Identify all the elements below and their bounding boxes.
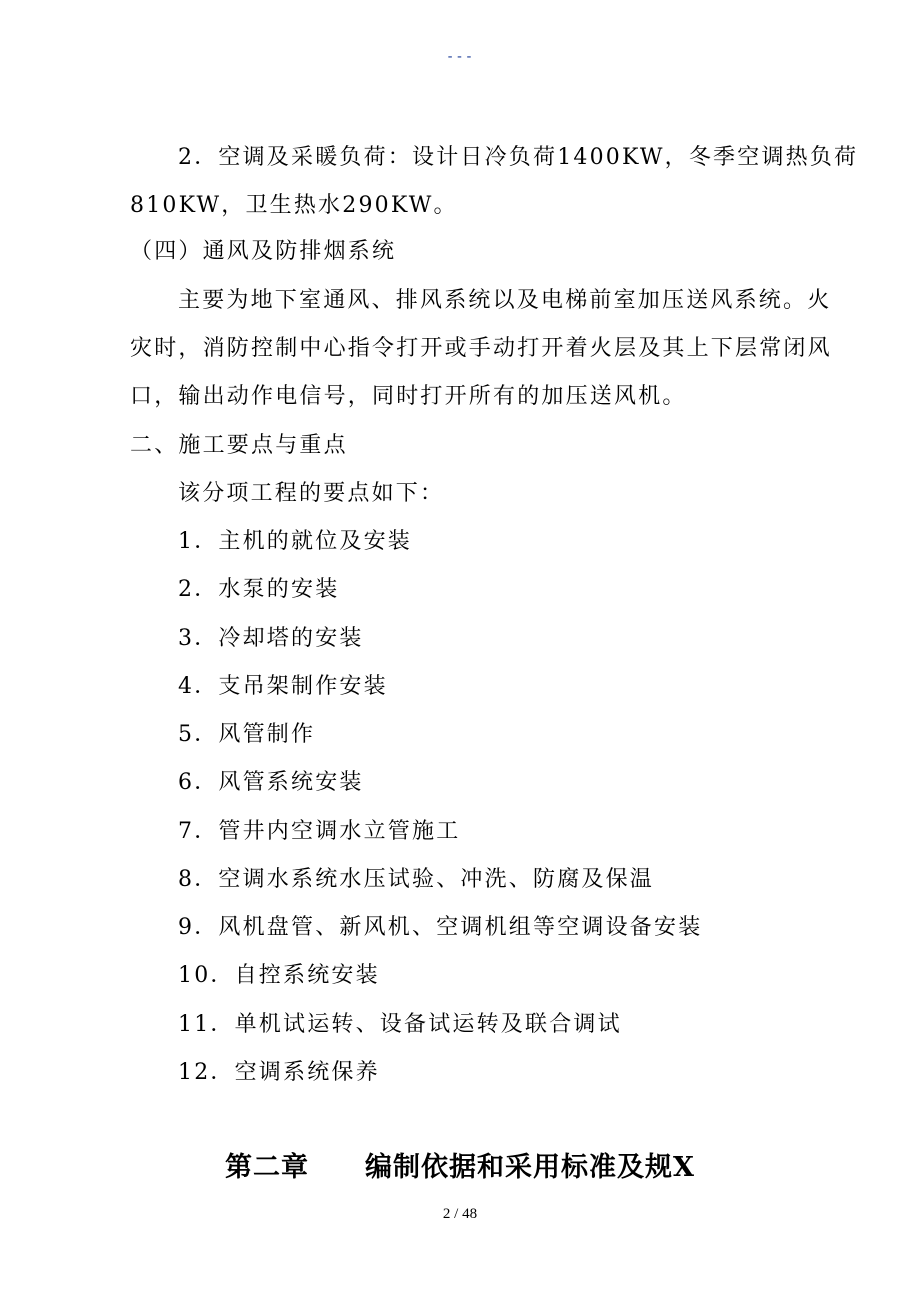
list-item: 1．主机的就位及安装 <box>178 529 412 554</box>
header-mark: --- <box>445 49 475 65</box>
chapter-title: 编制依据和采用标准及规X <box>365 1152 695 1183</box>
list-item: 2．水泵的安装 <box>178 577 340 602</box>
heading-section-2: 二、施工要点与重点 <box>130 433 348 458</box>
page-number: 2 / 48 <box>442 1206 478 1222</box>
paragraph-ventilation-line-2: 灾时，消防控制中心指令打开或手动打开着火层及其上下层常闭风 <box>130 336 832 361</box>
heading-ventilation: （四）通风及防排烟系统 <box>130 239 397 264</box>
list-item: 5．风管制作 <box>178 722 316 747</box>
list-item: 9．风机盘管、新风机、空调机组等空调设备安装 <box>178 915 703 940</box>
paragraph-load-line-2: 810KW，卫生热水290KW。 <box>130 193 458 218</box>
paragraph-ventilation-line-3: 口，输出动作电信号，同时打开所有的加压送风机。 <box>130 384 687 409</box>
paragraph-load-line-1: 2．空调及采暖负荷：设计日冷负荷1400KW，冬季空调热负荷 <box>178 145 859 170</box>
list-item: 4．支吊架制作安装 <box>178 674 388 699</box>
list-item: 11．单机试运转、设备试运转及联合调试 <box>178 1012 622 1037</box>
list-item: 8．空调水系统水压试验、冲洗、防腐及保温 <box>178 867 654 892</box>
list-item: 7．管井内空调水立管施工 <box>178 819 461 844</box>
list-item: 12．空调系统保养 <box>178 1060 380 1085</box>
list-item: 6．风管系统安装 <box>178 770 364 795</box>
paragraph-ventilation-line-1: 主要为地下室通风、排风系统以及电梯前室加压送风系统。火 <box>178 288 832 313</box>
list-item: 3．冷却塔的安装 <box>178 626 364 651</box>
list-item: 10．自控系统安装 <box>178 963 380 988</box>
chapter-number: 第二章 <box>225 1152 310 1183</box>
paragraph-intro: 该分项工程的要点如下： <box>178 481 445 506</box>
chapter-heading <box>0 1150 920 1186</box>
